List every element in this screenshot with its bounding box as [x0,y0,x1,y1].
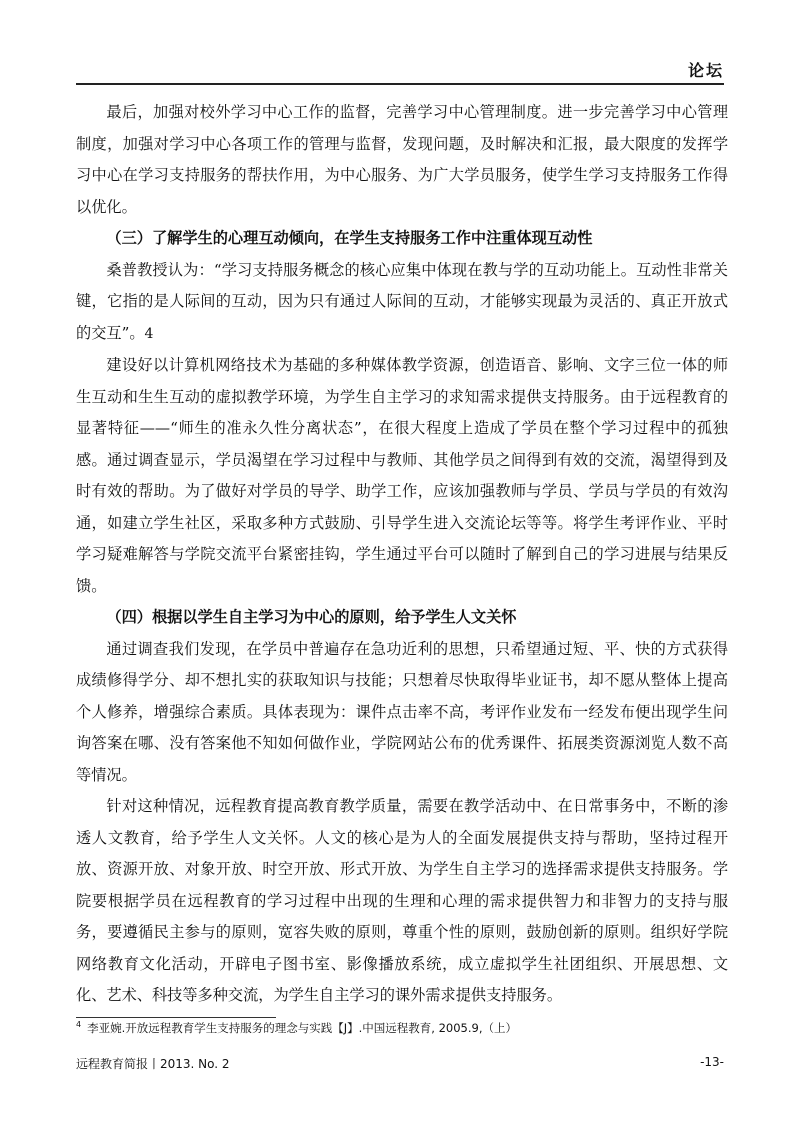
footnote-divider [76,1017,276,1018]
header-divider [76,83,724,85]
section-label: 论坛 [687,61,724,80]
footnote-marker: 4 [76,1020,82,1030]
paragraph: 建设好以计算机网络技术为基础的多种媒体教学资源，创造语音、影响、文字三位一体的师生互动和生生互动的虚拟教学环境，为学生自主学习的求知需求提供支持服务。由于远程教育的显著特征——“师生的准永久性分离状态”，在很大程度上造成了学员在整个学习过程中的孤独感。通过调查显示，学员渴望在学习过程中与教师、其他学员之间得到有效的交流，渴望得到及时有效的帮助。为了做好对学员的导学、助学工作，应该加强教师与学员、学员与学员的有效沟通，如建立学生社区，采取多种方式鼓励、引导学生进入交流论坛等等。将学生考评作业、平时学习疑难解答与学院交流平台紧密挂钩，学生通过平台可以随时了解到自己的学习进展与结果反馈。 [76,356,728,595]
paragraph: 通过调查我们发现，在学员中普遍存在急功近利的思想，只希望通过短、平、快的方式获得成绩修得学分、却不想扎实的获取知识与技能；只想着尽快取得毕业证书，却不愿从整体上提高个人修养，增强综合素质。具体表现为：课件点击率不高，考评作业发布一经发布便出现学生问询答案在哪、没有答案他不知如何做作业，学院网站公布的优秀课件、拓展类资源浏览人数不高等情况。 [76,639,728,784]
paragraph: 针对这种情况，远程教育提高教育教学质量，需要在教学活动中、在日常事务中，不断的渗透人文教育，给予学生人文关怀。人文的核心是为人的全面发展提供支持与帮助，坚持过程开放、资源开放、对象开放、时空开放、形式开放、为学生自主学习的选择需求提供支持服务。学院要根据学员在远程教育的学习过程中出现的生理和心理的需求提供智力和非智力的支持与服务，要遵循民主参与的原则，宽容失败的原则，尊重个性的原则，鼓励创新的原则。组织好学院网络教育文化活动，开辟电子图书室、影像播放系统，成立虚拟学生社团组织、开展思想、文化、艺术、科技等多种交流，为学生自主学习的课外需求提供支持服务。 [76,797,728,1004]
page-number: -13- [700,1055,724,1069]
section-heading: （四）根据以学生自主学习为中心的原则，给予学生人文关怀 [106,608,517,626]
journal-info: 远程教育简报丨2013. No. 2 [76,1057,230,1071]
article-body [76,97,728,1012]
paragraph-text: 桑普教授认为：“学习支持服务概念的核心应集中体现在教与学的互动功能上。互动性非常关键，它指的是人际间的互动，因为只有通过人际间的互动，才能够实现最为灵活的、真正开放式的交互”。 [76,260,728,342]
paragraph [76,255,728,351]
footnote-text: 李亚婉.开放远程教育学生支持服务的理念与实践【J】.中国远程教育, 2005.9,（上） [87,1021,517,1035]
footnote-reference[interactable]: 4 [144,325,154,342]
paragraph: 最后，加强对校外学习中心工作的监督，完善学习中心管理制度。进一步完善学习中心管理制度，加强对学习中心各项工作的管理与监督，发现问题，及时解决和汇报，最大限度的发挥学习中心在学习支持服务的帮扶作用，为中心服务、为广大学员服务，使学生学习支持服务工作得以优化。 [76,103,728,216]
footnote [76,1020,517,1036]
section-heading: （三）了解学生的心理互动倾向，在学生支持服务工作中注重体现互动性 [106,229,593,247]
